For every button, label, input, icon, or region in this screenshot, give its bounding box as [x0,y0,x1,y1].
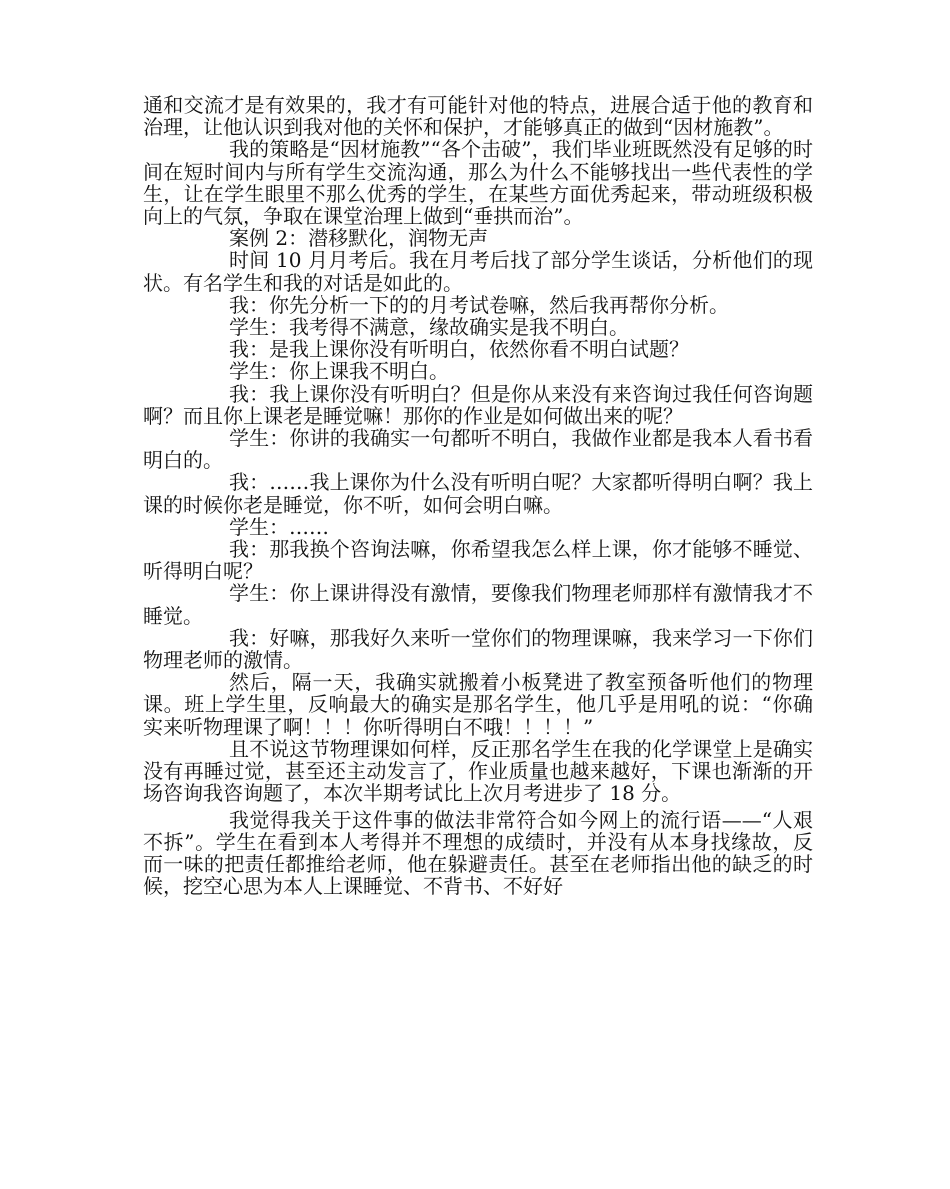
paragraph-17: 且不说这节物理课如何样，反正那名学生在我的化学课堂上是确实没有再睡过觉，甚至还主动发言了，作业质量也越来越好，下课也渐渐的开场咨询我咨询题了，本次半期考试比上次月考进步了 18 分。 [143,736,813,806]
dialogue-line: 我：好嘛，那我好久来听一堂你们的物理课嘛，我来学习一下你们物理老师的激情。 [143,625,813,673]
dialogue-line: 我：是我上课你没有听明白，依然你看不明白试题？ [229,337,689,362]
dialogue-line: 学生：…… [229,514,329,539]
dialogue-line: 我：……我上课你为什么没有听明白呢？大家都听得明白啊？我上课的时候你老是睡觉，你不听，如何会明白嘛。 [143,470,813,517]
paragraph-18: 我觉得我关于这件事的做法非常符合如今网上的流行语——“人艰不拆”。学生在看到本人考得并不理想的成绩时，并没有从本身找缘故，反而一味的把责任都推给老师，他在躲避责任。甚至在老师指出他的缺乏的时候，挖空心思为本人上课睡觉、不背书、不好好 [143,807,813,899]
dialogue-line: 我：你先分析一下的的月考试卷嘛，然后我再帮你分析。 [229,292,729,317]
case-heading: 案例 2：潜移默化，润物无声 [229,226,489,251]
dialogue-line: 我：那我换个咨询法嘛，你希望我怎么样上课，你才能够不睡觉、听得明白呢？ [143,537,813,584]
paragraph-4: 时间 10 月月考后。我在月考后找了部分学生谈话，分析他们的现状。有名学生和我的对话是如此的。 [143,248,813,295]
paragraph-16: 然后，隔一天，我确实就搬着小板凳进了教室预备听他们的物理课。班上学生里，反响最大的确实是那名学生，他几乎是用吼的说：“你确实来听物理课了啊！！！你听得明白不哦！！！！” [143,670,813,739]
document-body [143,94,813,897]
paragraph-1: 通和交流才是有效果的，我才有可能针对他的特点，进展合适于他的教育和治理，让他认识到我对他的关怀和保护，才能够真正的做到“因材施教”。 [143,93,813,140]
dialogue-line: 学生：我考得不满意，缘故确实是我不明白。 [229,315,629,340]
dialogue-line: 学生：你上课讲得没有激情，要像我们物理老师那样有激情我才不睡觉。 [143,581,813,628]
dialogue-line: 学生：你讲的我确实一句都听不明白，我做作业都是我本人看书看明白的。 [143,426,813,473]
dialogue-line: 我：我上课你没有听明白？但是你从来没有来咨询过我任何咨询题啊？而且你上课老是睡觉嘛！那你的作业是如何做出来的呢？ [143,381,813,428]
paragraph-2: 我的策略是“因材施教”“各个击破”，我们毕业班既然没有足够的时间在短时间内与所有学生交流沟通，那么为什么不能够找出一些代表性的学生，让在学生眼里不那么优秀的学生，在某些方面优秀起来，带动班级积极向上的气氛，争取在课堂治理上做到“垂拱而治”。 [143,137,813,229]
dialogue-line: 学生：你上课我不明白。 [229,359,449,384]
